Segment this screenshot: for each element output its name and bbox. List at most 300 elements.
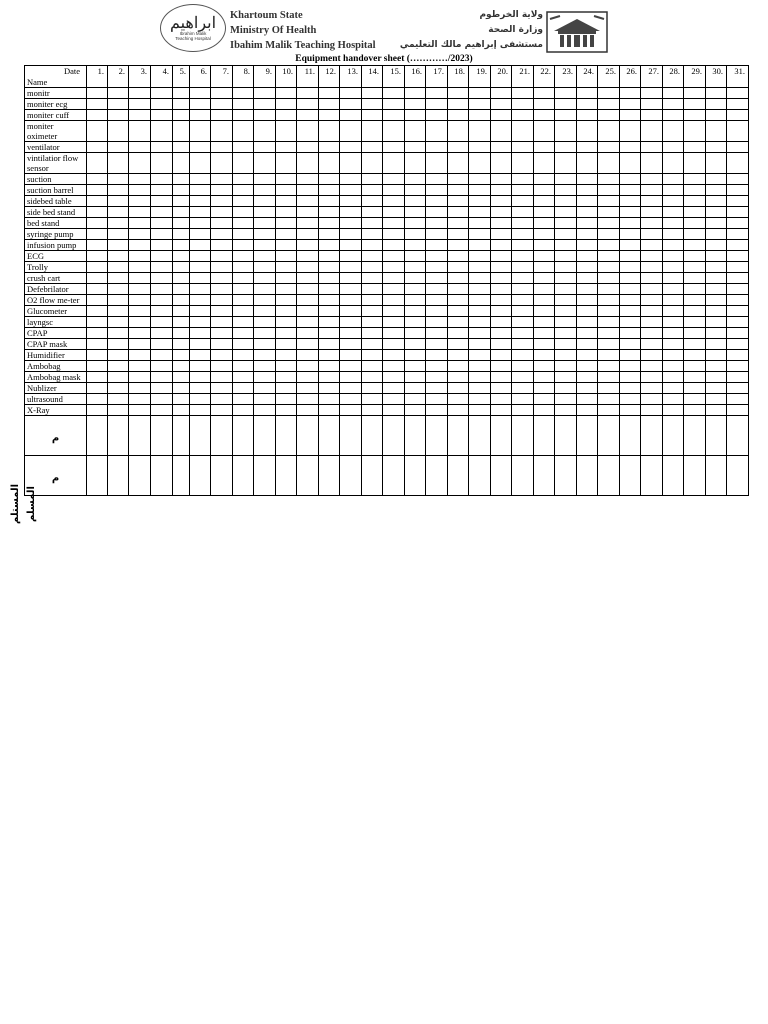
check-cell[interactable] bbox=[87, 262, 108, 273]
check-cell[interactable] bbox=[87, 317, 108, 328]
check-cell[interactable] bbox=[233, 350, 254, 361]
check-cell[interactable] bbox=[469, 218, 491, 229]
check-cell[interactable] bbox=[727, 207, 749, 218]
check-cell[interactable] bbox=[426, 251, 448, 262]
check-cell[interactable] bbox=[383, 306, 405, 317]
check-cell[interactable] bbox=[469, 306, 491, 317]
check-cell[interactable] bbox=[87, 328, 108, 339]
check-cell[interactable] bbox=[426, 218, 448, 229]
check-cell[interactable] bbox=[684, 394, 706, 405]
check-cell[interactable] bbox=[727, 251, 749, 262]
check-cell[interactable] bbox=[340, 339, 362, 350]
signature-cell[interactable] bbox=[254, 456, 276, 496]
check-cell[interactable] bbox=[663, 174, 684, 185]
check-cell[interactable] bbox=[598, 218, 620, 229]
check-cell[interactable] bbox=[190, 99, 211, 110]
check-cell[interactable] bbox=[706, 196, 727, 207]
check-cell[interactable] bbox=[555, 240, 577, 251]
check-cell[interactable] bbox=[276, 196, 297, 207]
check-cell[interactable] bbox=[620, 121, 641, 142]
check-cell[interactable] bbox=[254, 284, 276, 295]
check-cell[interactable] bbox=[362, 372, 383, 383]
check-cell[interactable] bbox=[598, 361, 620, 372]
check-cell[interactable] bbox=[577, 218, 598, 229]
signature-cell[interactable] bbox=[663, 416, 684, 456]
check-cell[interactable] bbox=[254, 339, 276, 350]
check-cell[interactable] bbox=[641, 339, 663, 350]
check-cell[interactable] bbox=[706, 405, 727, 416]
check-cell[interactable] bbox=[297, 306, 319, 317]
check-cell[interactable] bbox=[577, 174, 598, 185]
check-cell[interactable] bbox=[426, 240, 448, 251]
check-cell[interactable] bbox=[211, 229, 233, 240]
signature-cell[interactable] bbox=[319, 456, 340, 496]
signature-cell[interactable] bbox=[340, 416, 362, 456]
signature-cell[interactable] bbox=[598, 456, 620, 496]
check-cell[interactable] bbox=[555, 383, 577, 394]
signature-cell[interactable] bbox=[383, 456, 405, 496]
check-cell[interactable] bbox=[254, 229, 276, 240]
check-cell[interactable] bbox=[405, 251, 426, 262]
check-cell[interactable] bbox=[534, 339, 555, 350]
check-cell[interactable] bbox=[405, 262, 426, 273]
check-cell[interactable] bbox=[276, 142, 297, 153]
check-cell[interactable] bbox=[151, 88, 173, 99]
check-cell[interactable] bbox=[233, 121, 254, 142]
check-cell[interactable] bbox=[129, 317, 151, 328]
check-cell[interactable] bbox=[108, 196, 129, 207]
check-cell[interactable] bbox=[512, 121, 534, 142]
check-cell[interactable] bbox=[151, 110, 173, 121]
check-cell[interactable] bbox=[108, 350, 129, 361]
check-cell[interactable] bbox=[491, 295, 512, 306]
check-cell[interactable] bbox=[491, 99, 512, 110]
check-cell[interactable] bbox=[151, 218, 173, 229]
check-cell[interactable] bbox=[534, 110, 555, 121]
check-cell[interactable] bbox=[706, 273, 727, 284]
check-cell[interactable] bbox=[706, 174, 727, 185]
check-cell[interactable] bbox=[706, 262, 727, 273]
signature-cell[interactable] bbox=[254, 416, 276, 456]
check-cell[interactable] bbox=[151, 99, 173, 110]
check-cell[interactable] bbox=[512, 361, 534, 372]
check-cell[interactable] bbox=[173, 153, 190, 174]
check-cell[interactable] bbox=[491, 284, 512, 295]
check-cell[interactable] bbox=[663, 361, 684, 372]
check-cell[interactable] bbox=[254, 218, 276, 229]
check-cell[interactable] bbox=[663, 273, 684, 284]
check-cell[interactable] bbox=[598, 372, 620, 383]
check-cell[interactable] bbox=[297, 142, 319, 153]
check-cell[interactable] bbox=[276, 361, 297, 372]
check-cell[interactable] bbox=[297, 295, 319, 306]
check-cell[interactable] bbox=[727, 196, 749, 207]
check-cell[interactable] bbox=[233, 88, 254, 99]
check-cell[interactable] bbox=[448, 251, 469, 262]
check-cell[interactable] bbox=[598, 153, 620, 174]
check-cell[interactable] bbox=[684, 295, 706, 306]
check-cell[interactable] bbox=[211, 372, 233, 383]
check-cell[interactable] bbox=[383, 295, 405, 306]
check-cell[interactable] bbox=[663, 196, 684, 207]
signature-cell[interactable] bbox=[706, 416, 727, 456]
check-cell[interactable] bbox=[233, 185, 254, 196]
check-cell[interactable] bbox=[129, 251, 151, 262]
check-cell[interactable] bbox=[555, 284, 577, 295]
check-cell[interactable] bbox=[108, 110, 129, 121]
check-cell[interactable] bbox=[362, 328, 383, 339]
check-cell[interactable] bbox=[512, 328, 534, 339]
check-cell[interactable] bbox=[211, 251, 233, 262]
check-cell[interactable] bbox=[555, 185, 577, 196]
check-cell[interactable] bbox=[706, 121, 727, 142]
check-cell[interactable] bbox=[620, 218, 641, 229]
check-cell[interactable] bbox=[211, 262, 233, 273]
check-cell[interactable] bbox=[173, 174, 190, 185]
check-cell[interactable] bbox=[426, 121, 448, 142]
check-cell[interactable] bbox=[448, 229, 469, 240]
check-cell[interactable] bbox=[211, 350, 233, 361]
check-cell[interactable] bbox=[254, 110, 276, 121]
check-cell[interactable] bbox=[641, 174, 663, 185]
check-cell[interactable] bbox=[684, 121, 706, 142]
check-cell[interactable] bbox=[577, 121, 598, 142]
check-cell[interactable] bbox=[129, 185, 151, 196]
check-cell[interactable] bbox=[173, 185, 190, 196]
check-cell[interactable] bbox=[534, 361, 555, 372]
signature-cell[interactable] bbox=[405, 416, 426, 456]
check-cell[interactable] bbox=[297, 218, 319, 229]
check-cell[interactable] bbox=[426, 328, 448, 339]
check-cell[interactable] bbox=[319, 110, 340, 121]
check-cell[interactable] bbox=[706, 153, 727, 174]
check-cell[interactable] bbox=[405, 350, 426, 361]
check-cell[interactable] bbox=[448, 207, 469, 218]
check-cell[interactable] bbox=[319, 295, 340, 306]
check-cell[interactable] bbox=[663, 328, 684, 339]
check-cell[interactable] bbox=[211, 394, 233, 405]
check-cell[interactable] bbox=[254, 240, 276, 251]
check-cell[interactable] bbox=[87, 121, 108, 142]
check-cell[interactable] bbox=[555, 153, 577, 174]
check-cell[interactable] bbox=[684, 174, 706, 185]
check-cell[interactable] bbox=[706, 383, 727, 394]
check-cell[interactable] bbox=[491, 251, 512, 262]
check-cell[interactable] bbox=[426, 394, 448, 405]
check-cell[interactable] bbox=[405, 295, 426, 306]
check-cell[interactable] bbox=[448, 218, 469, 229]
check-cell[interactable] bbox=[469, 142, 491, 153]
check-cell[interactable] bbox=[87, 110, 108, 121]
check-cell[interactable] bbox=[448, 121, 469, 142]
check-cell[interactable] bbox=[276, 394, 297, 405]
check-cell[interactable] bbox=[276, 251, 297, 262]
check-cell[interactable] bbox=[190, 295, 211, 306]
check-cell[interactable] bbox=[276, 273, 297, 284]
signature-cell[interactable] bbox=[211, 416, 233, 456]
check-cell[interactable] bbox=[512, 383, 534, 394]
check-cell[interactable] bbox=[297, 284, 319, 295]
check-cell[interactable] bbox=[254, 405, 276, 416]
check-cell[interactable] bbox=[426, 383, 448, 394]
signature-cell[interactable] bbox=[87, 456, 108, 496]
check-cell[interactable] bbox=[727, 121, 749, 142]
check-cell[interactable] bbox=[663, 251, 684, 262]
check-cell[interactable] bbox=[684, 383, 706, 394]
check-cell[interactable] bbox=[448, 273, 469, 284]
check-cell[interactable] bbox=[383, 273, 405, 284]
check-cell[interactable] bbox=[87, 99, 108, 110]
check-cell[interactable] bbox=[727, 273, 749, 284]
check-cell[interactable] bbox=[190, 207, 211, 218]
check-cell[interactable] bbox=[598, 110, 620, 121]
check-cell[interactable] bbox=[469, 240, 491, 251]
check-cell[interactable] bbox=[620, 142, 641, 153]
check-cell[interactable] bbox=[87, 295, 108, 306]
check-cell[interactable] bbox=[340, 88, 362, 99]
check-cell[interactable] bbox=[620, 110, 641, 121]
check-cell[interactable] bbox=[491, 196, 512, 207]
check-cell[interactable] bbox=[491, 339, 512, 350]
check-cell[interactable] bbox=[448, 88, 469, 99]
check-cell[interactable] bbox=[620, 328, 641, 339]
check-cell[interactable] bbox=[211, 99, 233, 110]
check-cell[interactable] bbox=[598, 251, 620, 262]
check-cell[interactable] bbox=[620, 295, 641, 306]
check-cell[interactable] bbox=[129, 99, 151, 110]
check-cell[interactable] bbox=[448, 110, 469, 121]
check-cell[interactable] bbox=[233, 273, 254, 284]
check-cell[interactable] bbox=[362, 394, 383, 405]
check-cell[interactable] bbox=[362, 110, 383, 121]
check-cell[interactable] bbox=[383, 99, 405, 110]
check-cell[interactable] bbox=[340, 110, 362, 121]
check-cell[interactable] bbox=[641, 317, 663, 328]
check-cell[interactable] bbox=[405, 405, 426, 416]
check-cell[interactable] bbox=[173, 405, 190, 416]
check-cell[interactable] bbox=[620, 185, 641, 196]
check-cell[interactable] bbox=[190, 110, 211, 121]
check-cell[interactable] bbox=[577, 372, 598, 383]
signature-cell[interactable] bbox=[108, 456, 129, 496]
check-cell[interactable] bbox=[297, 153, 319, 174]
check-cell[interactable] bbox=[448, 306, 469, 317]
check-cell[interactable] bbox=[151, 383, 173, 394]
check-cell[interactable] bbox=[254, 88, 276, 99]
check-cell[interactable] bbox=[254, 273, 276, 284]
check-cell[interactable] bbox=[233, 196, 254, 207]
check-cell[interactable] bbox=[491, 110, 512, 121]
check-cell[interactable] bbox=[319, 142, 340, 153]
check-cell[interactable] bbox=[276, 262, 297, 273]
check-cell[interactable] bbox=[534, 306, 555, 317]
check-cell[interactable] bbox=[555, 229, 577, 240]
check-cell[interactable] bbox=[297, 251, 319, 262]
check-cell[interactable] bbox=[383, 121, 405, 142]
check-cell[interactable] bbox=[319, 306, 340, 317]
check-cell[interactable] bbox=[276, 88, 297, 99]
check-cell[interactable] bbox=[469, 295, 491, 306]
check-cell[interactable] bbox=[706, 328, 727, 339]
check-cell[interactable] bbox=[534, 142, 555, 153]
check-cell[interactable] bbox=[233, 306, 254, 317]
check-cell[interactable] bbox=[706, 251, 727, 262]
check-cell[interactable] bbox=[254, 328, 276, 339]
check-cell[interactable] bbox=[598, 295, 620, 306]
check-cell[interactable] bbox=[87, 350, 108, 361]
check-cell[interactable] bbox=[706, 240, 727, 251]
check-cell[interactable] bbox=[663, 121, 684, 142]
signature-cell[interactable] bbox=[727, 456, 749, 496]
check-cell[interactable] bbox=[383, 361, 405, 372]
check-cell[interactable] bbox=[276, 174, 297, 185]
check-cell[interactable] bbox=[190, 394, 211, 405]
check-cell[interactable] bbox=[727, 394, 749, 405]
check-cell[interactable] bbox=[87, 383, 108, 394]
check-cell[interactable] bbox=[87, 394, 108, 405]
check-cell[interactable] bbox=[684, 306, 706, 317]
check-cell[interactable] bbox=[87, 306, 108, 317]
check-cell[interactable] bbox=[684, 339, 706, 350]
check-cell[interactable] bbox=[598, 262, 620, 273]
check-cell[interactable] bbox=[426, 361, 448, 372]
check-cell[interactable] bbox=[448, 174, 469, 185]
check-cell[interactable] bbox=[426, 196, 448, 207]
check-cell[interactable] bbox=[190, 185, 211, 196]
check-cell[interactable] bbox=[297, 339, 319, 350]
check-cell[interactable] bbox=[426, 306, 448, 317]
check-cell[interactable] bbox=[173, 88, 190, 99]
check-cell[interactable] bbox=[151, 185, 173, 196]
check-cell[interactable] bbox=[276, 153, 297, 174]
check-cell[interactable] bbox=[641, 153, 663, 174]
check-cell[interactable] bbox=[211, 121, 233, 142]
check-cell[interactable] bbox=[173, 207, 190, 218]
check-cell[interactable] bbox=[405, 153, 426, 174]
signature-cell[interactable] bbox=[555, 416, 577, 456]
check-cell[interactable] bbox=[405, 306, 426, 317]
check-cell[interactable] bbox=[405, 394, 426, 405]
check-cell[interactable] bbox=[598, 121, 620, 142]
check-cell[interactable] bbox=[555, 262, 577, 273]
check-cell[interactable] bbox=[727, 142, 749, 153]
signature-cell[interactable] bbox=[190, 416, 211, 456]
check-cell[interactable] bbox=[319, 273, 340, 284]
check-cell[interactable] bbox=[641, 99, 663, 110]
check-cell[interactable] bbox=[297, 88, 319, 99]
check-cell[interactable] bbox=[405, 240, 426, 251]
check-cell[interactable] bbox=[641, 372, 663, 383]
check-cell[interactable] bbox=[405, 110, 426, 121]
check-cell[interactable] bbox=[663, 142, 684, 153]
check-cell[interactable] bbox=[727, 317, 749, 328]
check-cell[interactable] bbox=[173, 317, 190, 328]
check-cell[interactable] bbox=[598, 394, 620, 405]
check-cell[interactable] bbox=[469, 361, 491, 372]
check-cell[interactable] bbox=[276, 317, 297, 328]
check-cell[interactable] bbox=[340, 153, 362, 174]
check-cell[interactable] bbox=[469, 207, 491, 218]
check-cell[interactable] bbox=[108, 361, 129, 372]
signature-cell[interactable] bbox=[727, 416, 749, 456]
check-cell[interactable] bbox=[190, 372, 211, 383]
signature-cell[interactable] bbox=[129, 456, 151, 496]
check-cell[interactable] bbox=[340, 262, 362, 273]
check-cell[interactable] bbox=[151, 240, 173, 251]
check-cell[interactable] bbox=[577, 383, 598, 394]
check-cell[interactable] bbox=[426, 295, 448, 306]
check-cell[interactable] bbox=[641, 262, 663, 273]
check-cell[interactable] bbox=[254, 295, 276, 306]
check-cell[interactable] bbox=[151, 306, 173, 317]
check-cell[interactable] bbox=[555, 405, 577, 416]
check-cell[interactable] bbox=[469, 405, 491, 416]
check-cell[interactable] bbox=[706, 306, 727, 317]
signature-cell[interactable] bbox=[319, 416, 340, 456]
check-cell[interactable] bbox=[555, 110, 577, 121]
check-cell[interactable] bbox=[319, 251, 340, 262]
check-cell[interactable] bbox=[87, 229, 108, 240]
check-cell[interactable] bbox=[491, 153, 512, 174]
check-cell[interactable] bbox=[254, 185, 276, 196]
check-cell[interactable] bbox=[233, 394, 254, 405]
check-cell[interactable] bbox=[512, 207, 534, 218]
check-cell[interactable] bbox=[383, 251, 405, 262]
check-cell[interactable] bbox=[469, 196, 491, 207]
check-cell[interactable] bbox=[383, 110, 405, 121]
check-cell[interactable] bbox=[173, 284, 190, 295]
check-cell[interactable] bbox=[577, 394, 598, 405]
check-cell[interactable] bbox=[620, 405, 641, 416]
check-cell[interactable] bbox=[448, 284, 469, 295]
check-cell[interactable] bbox=[383, 240, 405, 251]
check-cell[interactable] bbox=[706, 207, 727, 218]
check-cell[interactable] bbox=[620, 394, 641, 405]
check-cell[interactable] bbox=[254, 394, 276, 405]
check-cell[interactable] bbox=[173, 273, 190, 284]
check-cell[interactable] bbox=[319, 339, 340, 350]
check-cell[interactable] bbox=[727, 339, 749, 350]
check-cell[interactable] bbox=[211, 328, 233, 339]
check-cell[interactable] bbox=[129, 284, 151, 295]
check-cell[interactable] bbox=[383, 328, 405, 339]
check-cell[interactable] bbox=[469, 339, 491, 350]
check-cell[interactable] bbox=[108, 229, 129, 240]
check-cell[interactable] bbox=[190, 284, 211, 295]
check-cell[interactable] bbox=[254, 142, 276, 153]
check-cell[interactable] bbox=[129, 295, 151, 306]
check-cell[interactable] bbox=[534, 174, 555, 185]
check-cell[interactable] bbox=[620, 339, 641, 350]
check-cell[interactable] bbox=[190, 251, 211, 262]
check-cell[interactable] bbox=[577, 284, 598, 295]
check-cell[interactable] bbox=[362, 251, 383, 262]
check-cell[interactable] bbox=[684, 229, 706, 240]
check-cell[interactable] bbox=[129, 339, 151, 350]
check-cell[interactable] bbox=[448, 350, 469, 361]
check-cell[interactable] bbox=[727, 383, 749, 394]
check-cell[interactable] bbox=[684, 251, 706, 262]
check-cell[interactable] bbox=[297, 240, 319, 251]
check-cell[interactable] bbox=[641, 207, 663, 218]
check-cell[interactable] bbox=[254, 196, 276, 207]
check-cell[interactable] bbox=[108, 295, 129, 306]
check-cell[interactable] bbox=[87, 284, 108, 295]
check-cell[interactable] bbox=[319, 121, 340, 142]
check-cell[interactable] bbox=[173, 121, 190, 142]
check-cell[interactable] bbox=[405, 88, 426, 99]
check-cell[interactable] bbox=[534, 317, 555, 328]
